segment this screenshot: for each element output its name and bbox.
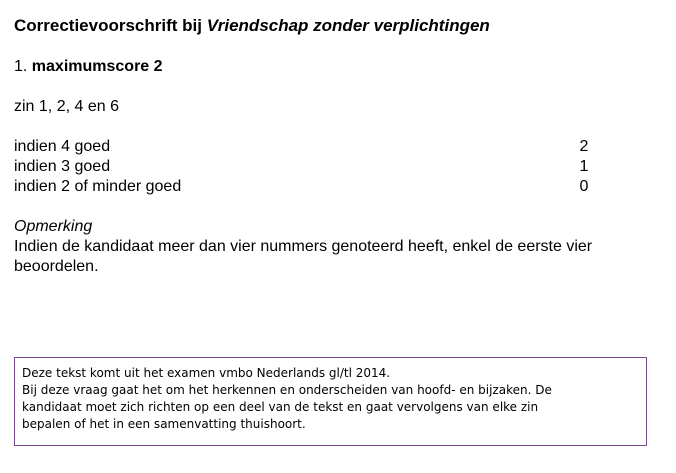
document-title-text-name: Vriendschap zonder verplichtingen <box>206 16 490 35</box>
score-row-label: indien 3 goed <box>14 158 111 175</box>
remark-text: Indien de kandidaat meer dan vier nummers genoteerd heeft, enkel de eerste vier beoordelen. <box>14 238 593 275</box>
question-header <box>14 57 163 77</box>
answer-key: zin 1, 2, 4 en 6 <box>14 98 119 115</box>
question-number: 1. <box>14 58 28 75</box>
score-row-label: indien 4 goed <box>14 138 111 155</box>
info-line: kandidaat moet zich richten op een deel van de tekst en gaat vervolgens van elke zin <box>22 400 539 414</box>
info-line: bepalen of het in een samenvatting thuishoort. <box>22 417 306 431</box>
score-row-label: indien 2 of minder goed <box>14 178 182 195</box>
score-row-value: 0 <box>579 178 589 195</box>
score-row <box>14 137 614 157</box>
document-title-prefix: Correctievoorschrift bij <box>14 16 207 35</box>
question-max-score: maximumscore 2 <box>31 58 163 75</box>
info-line: Bij deze vraag gaat het om het herkennen en onderscheiden van hoofd- en bijzaken. De <box>22 383 552 397</box>
document-title <box>14 15 490 37</box>
score-row-value: 2 <box>579 138 589 155</box>
score-table <box>14 137 614 197</box>
remark-heading: Opmerking <box>14 218 93 235</box>
info-box <box>14 357 647 446</box>
score-row <box>14 157 614 177</box>
info-line: Deze tekst komt uit het examen vmbo Nederlands gl/tl 2014. <box>22 366 391 380</box>
score-row-value: 1 <box>579 158 589 175</box>
score-row <box>14 177 614 197</box>
